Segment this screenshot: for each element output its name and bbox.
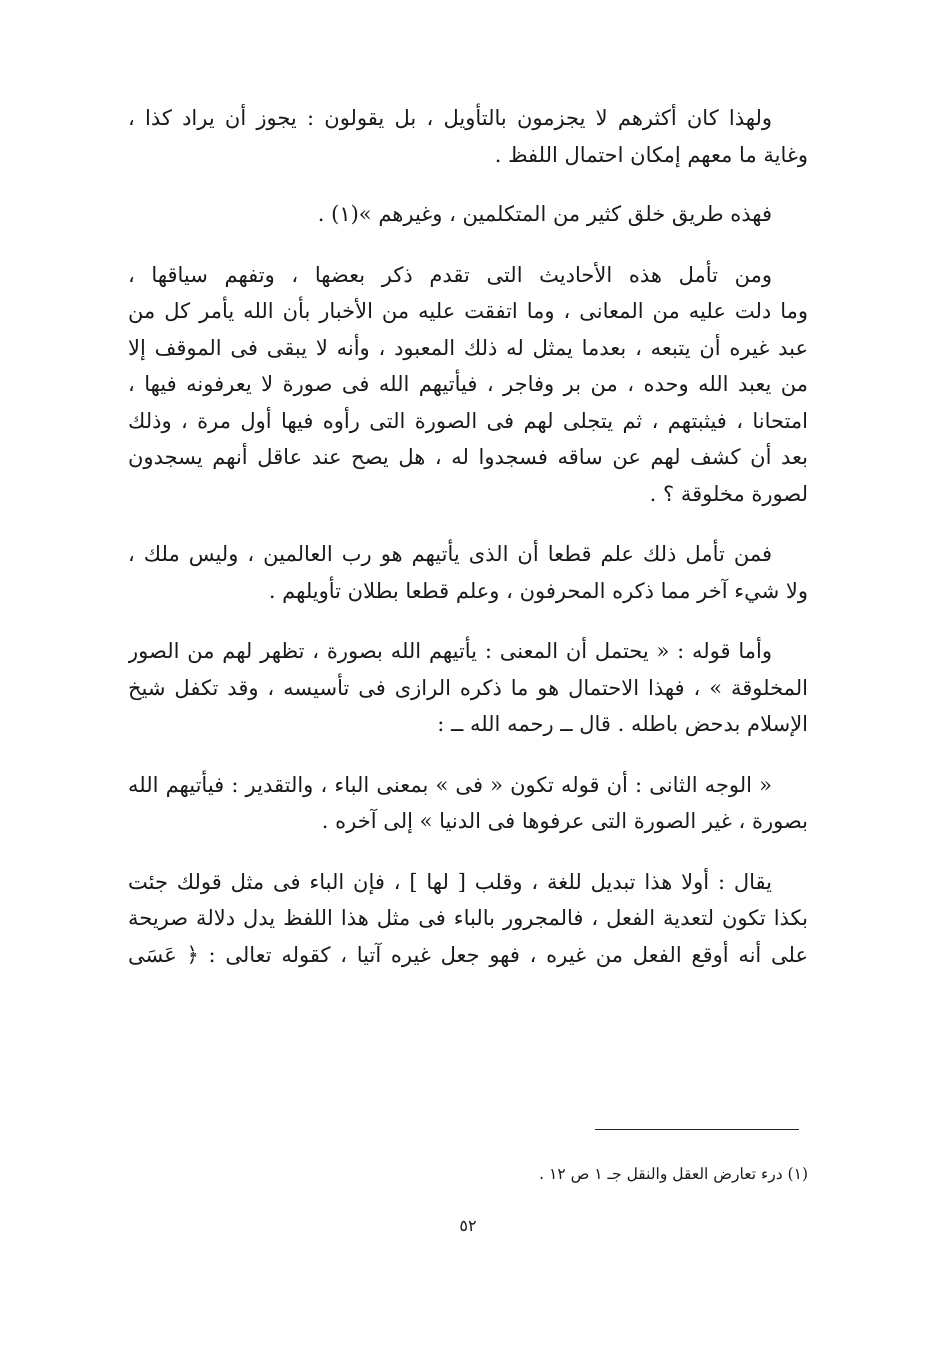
paragraph-2 [128, 196, 808, 233]
quote-paragraph [128, 767, 808, 840]
paragraph-4 [128, 536, 808, 609]
text-line: وما دلت عليه من المعانى ، وما اتفقت عليه من الأخبار بأن الله يأمر كل من [128, 299, 808, 323]
text-line: بعد أن كشف لهم عن ساقه فسجدوا له ، هل يصح عند عاقل أنهم يسجدون [128, 445, 808, 469]
text-line: بكذا تكون لتعدية الفعل ، فالمجرور بالباء فى مثل هذا اللفظ يدل دلالة صريحة [128, 906, 808, 930]
text-line: وغاية ما معهم إمكان احتمال اللفظ . [494, 142, 808, 167]
footnote: (١) درء تعارض العقل والنقل جـ ١ ص ١٢ . [539, 1165, 808, 1183]
text-line: يقال : أولا هذا تبديل للغة ، وقلب [ لها ] ، فإن الباء فى مثل قولك جئت [128, 869, 772, 894]
text-line: من يعبد الله وحده ، من بر وفاجر ، فيأتيهم الله فى صورة لا يعرفونه فيها ، [128, 372, 808, 396]
text-line: بصورة ، غير الصورة التى عرفوها فى الدنيا » إلى آخره . [321, 809, 808, 833]
text-line: المخلوقة » ، فهذا الاحتمال هو ما ذكره الرازى فى تأسيسه ، وقد تكفل شيخ [128, 675, 808, 700]
paragraph-3 [128, 257, 808, 513]
text-line: « الوجه الثانى : أن قوله تكون « فى » بمعنى الباء ، والتقدير : فيأتيهم الله [128, 772, 772, 797]
text-line: امتحانا ، فيثبتهم ، ثم يتجلى لهم فى الصورة التى رأوه فيها أول مرة ، وذلك [128, 408, 808, 433]
text-line: فهذه طريق خلق كثير من المتكلمين ، وغيرهم »(١) . [317, 202, 772, 226]
text-line: وأما قوله : « يحتمل أن المعنى : يأتيهم الله بصورة ، تظهر لهم من الصور [128, 639, 772, 663]
text-line: لصورة مخلوقة ؟ . [649, 481, 808, 506]
text-line: ولهذا كان أكثرهم لا يجزمون بالتأويل ، بل يقولون : يجوز أن يراد كذا ، [128, 106, 772, 130]
page-body [128, 100, 808, 973]
text-line: عبد غيره أن يتبعه ، بعدما يمثل له ذلك المعبود ، وأنه لا يبقى فى الموقف إلا [128, 335, 808, 360]
text-line: على أنه أوقع الفعل من غيره ، فهو جعل غيره آتيا ، كقوله تعالى : ﴿ عَسَى [128, 942, 808, 967]
text-line: فمن تأمل ذلك علم قطعا أن الذى يأتيهم هو رب العالمين ، وليس ملك ، [128, 542, 772, 566]
paragraph-7 [128, 864, 808, 974]
footnote-divider [595, 1129, 799, 1130]
page-number: ٥٢ [459, 1216, 477, 1235]
paragraph-5 [128, 633, 808, 743]
text-line: ولا شيء آخر مما ذكره المحرفون ، وعلم قطعا بطلان تأويلهم . [268, 578, 808, 603]
paragraph-1 [128, 100, 808, 173]
text-line: ومن تأمل هذه الأحاديث التى تقدم ذكر بعضها ، وتفهم سياقها ، [128, 262, 772, 287]
text-line: الإسلام بدحض باطله . قال ــ رحمه الله ــ : [437, 712, 808, 736]
